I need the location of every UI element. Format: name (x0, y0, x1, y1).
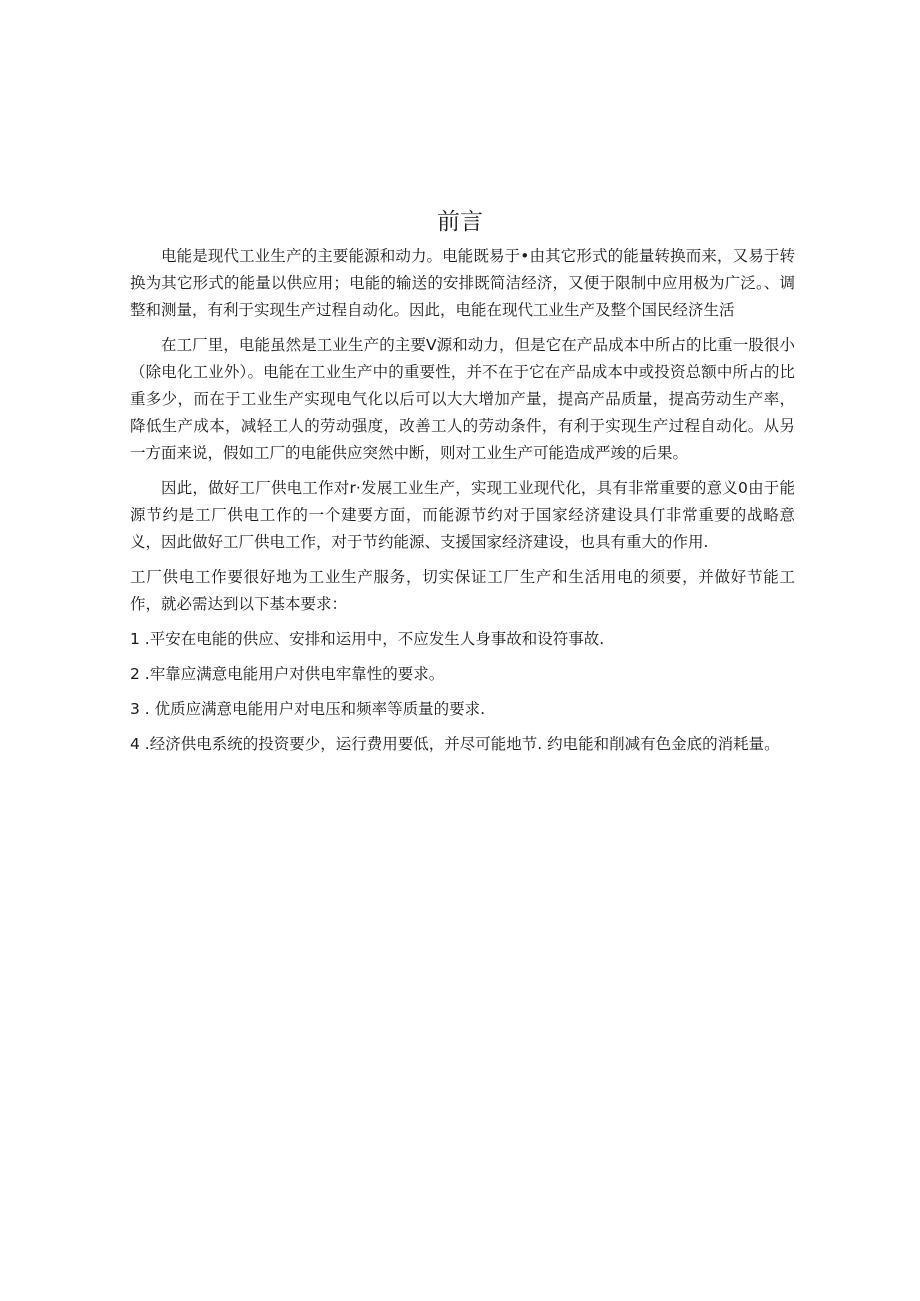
paragraph-2: 在工厂里，电能虽然是工业生产的主要V源和动力，但是它在产品成本中所占的比重一股很小（除电化工业外）。电能在工业生产中的重要性，并不在于它在产品成本中或投资总额中所占的比重多少，而在于工业生产实现电气化以后可以大大增加产量，提高产品质量，提高劳动生产率，降低生产成本，减轻工人的劳动强度，改善工人的劳动条件，有利于实现生产过程自动化。从另一方面来说，假如工厂的电能供应突然中断，则对工业生产可能造成严竣的后果。 (130, 336, 795, 462)
document-body (130, 243, 795, 766)
requirement-text: .平安在电能的供应、安排和运用中，不应发生人身事故和设符事故. (139, 630, 605, 648)
paragraph-1: 电能是现代工业生产的主要能源和动力。电能既易于•由其它形式的能量转换而来，又易于转换为其它形式的能量以供应用；电能的输送的安排既简洁经济，又便于限制中应用极为广泛。、调整和测量，有利于实现生产过程自动化。因此，电能在现代工业生产及整个国民经济生活 (130, 247, 795, 319)
requirement-text: . 优质应满意电能用户对电压和频率等质量的要求. (139, 700, 486, 718)
requirement-number: 1 (130, 630, 140, 648)
requirement-text: .经济供电系统的投资要少，运行费用要低，并尽可能地节. 约电能和削减有色金底的消耗量。 (139, 735, 780, 753)
requirement-item-4 (130, 731, 795, 758)
requirement-number: 4 (130, 735, 140, 753)
requirement-number: 2 (130, 665, 140, 683)
requirement-item-2 (130, 661, 795, 688)
page-title: 前言 (437, 209, 483, 235)
paragraph-3: 因此，做好工厂供电工作对r·发展工业生产，实现工业现代化，具有非常重要的意义0由于能源节约是工厂供电工作的一个建要方面，而能源节约对于国家经济建设具仃非常重要的战略意义，因此做好工厂供电工作，对于节约能源、支援国家经济建设，也具有重大的作用. (130, 479, 795, 551)
requirement-text: .牢靠应满意电能用户对供电牢靠性的要求。 (139, 665, 445, 683)
requirement-item-3 (130, 696, 795, 723)
requirement-number: 3 (130, 700, 140, 718)
requirement-item-1 (130, 626, 795, 653)
intro-line: 工厂供电工作要很好地为工业生产服务，切实保证工厂生产和生活用电的须要，并做好节能工作，就必需达到以下基本要求： (130, 568, 795, 613)
